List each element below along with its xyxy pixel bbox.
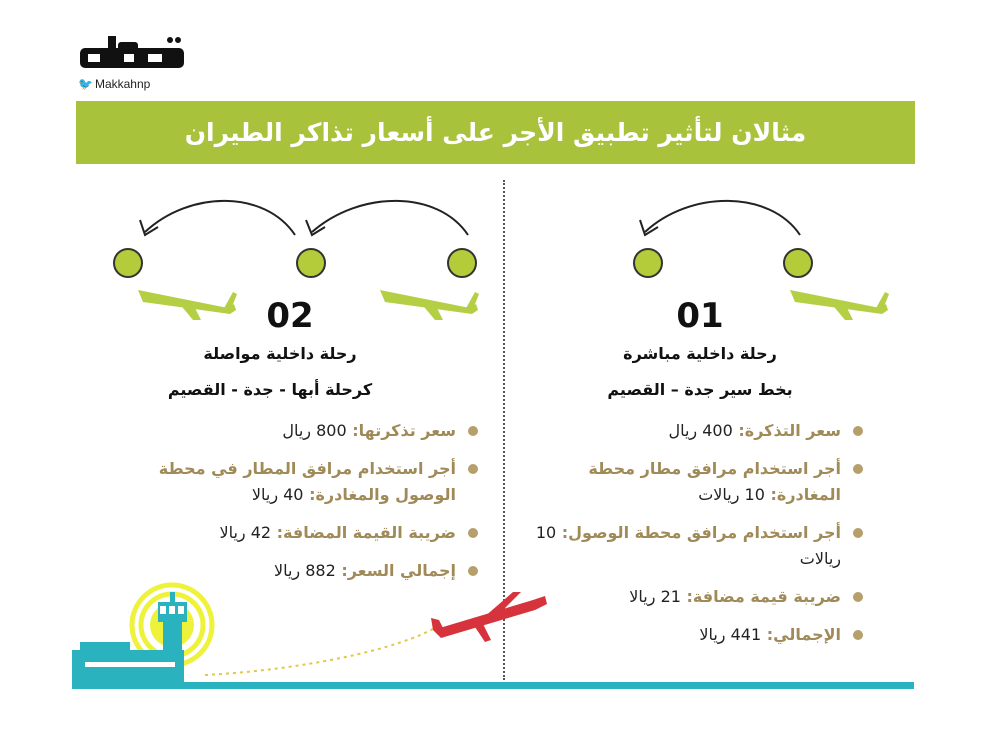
- page-title: مثالان لتأثير تطبيق الأجر على أسعار تذاكر الطيران: [184, 118, 807, 147]
- bullet-icon: [853, 426, 863, 436]
- list-item: إجمالي السعر: 882 ريالا: [100, 558, 480, 584]
- makkah-logo-icon: [78, 34, 188, 74]
- left-cost-list: [100, 418, 480, 596]
- list-item: أجر استخدام مرافق المطار في محطة الوصول والمغادرة: 40 ريالا: [100, 456, 480, 508]
- left-subtitle-2: كرحلة أبها - جدة - القصيم: [167, 380, 373, 399]
- logo: [78, 34, 188, 94]
- list-item: ضريبة قيمة مضافة: 21 ريالا: [520, 584, 865, 610]
- stop-dot-jeddah: [634, 249, 662, 277]
- bullet-icon: [468, 528, 478, 538]
- stop-dot-qassim: [448, 249, 476, 277]
- flight-trail: [205, 625, 440, 675]
- twitter-handle: 🐦 Makkahnp: [78, 77, 151, 91]
- green-plane-icon: [380, 290, 479, 320]
- bullet-icon: [468, 464, 478, 474]
- route-arc-2: [145, 201, 295, 235]
- right-subtitle-2: بخط سير جدة – القصيم: [607, 380, 793, 399]
- list-item: سعر تذكرتها: 800 ريال: [100, 418, 480, 444]
- bullet-icon: [468, 566, 478, 576]
- route-arc-1: [312, 201, 468, 235]
- list-item: ضريبة القيمة المضافة: 42 ريالا: [100, 520, 480, 546]
- airport-scene: [0, 580, 1000, 700]
- list-item: سعر التذكرة: 400 ريال: [520, 418, 865, 444]
- list-item: أجر استخدام مرافق مطار محطة المغادرة: 10 ريالات: [520, 456, 865, 508]
- ground-line: [72, 682, 914, 689]
- list-item: أجر استخدام مرافق محطة الوصول: 10 ريالات: [520, 520, 865, 572]
- list-item: الإجمالي: 441 ريالا: [520, 622, 865, 648]
- route-number-02: 02: [266, 296, 314, 336]
- title-banner: [76, 101, 915, 164]
- right-subtitle-1: رحلة داخلية مباشرة: [623, 344, 777, 363]
- green-plane-icon: [790, 290, 889, 320]
- route-number-01: 01: [676, 296, 724, 336]
- green-plane-icon: [138, 290, 237, 320]
- bullet-icon: [853, 528, 863, 538]
- red-plane-icon: [431, 592, 547, 642]
- stop-dot-jeddah: [297, 249, 325, 277]
- twitter-bird-icon: 🐦: [78, 77, 93, 91]
- stop-dot-qassim: [784, 249, 812, 277]
- bullet-icon: [468, 426, 478, 436]
- arrow-head-icon: [306, 220, 325, 235]
- bullet-icon: [853, 464, 863, 474]
- route-arc: [645, 201, 800, 235]
- stop-dot-abha: [114, 249, 142, 277]
- left-subtitle-1: رحلة داخلية مواصلة: [203, 344, 357, 363]
